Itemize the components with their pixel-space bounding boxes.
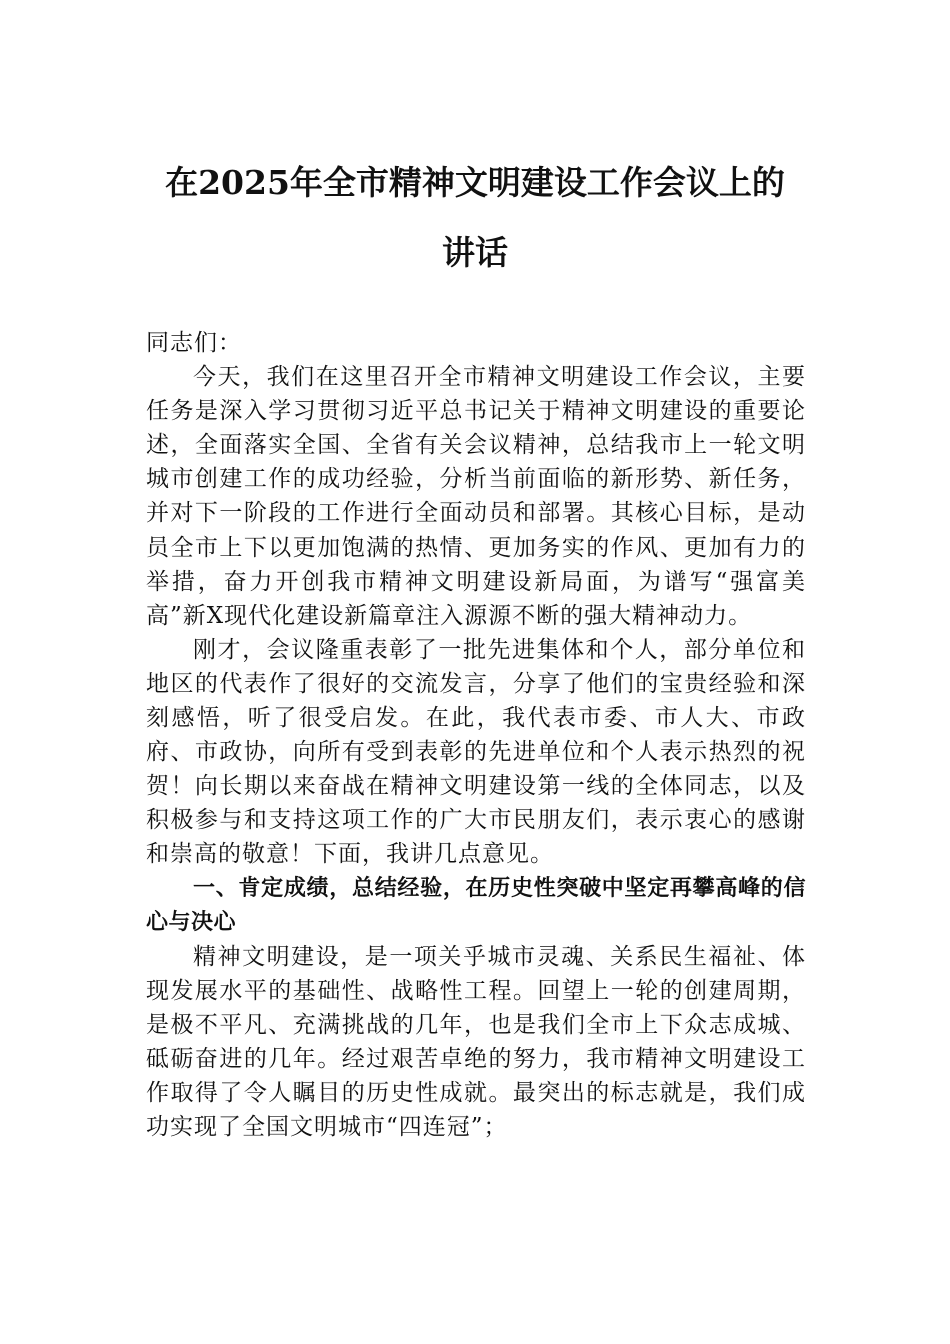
section-paragraph: 精神文明建设，是一项关乎城市灵魂、关系民生福祉、体现发展水平的基础性、战略性工程。回望上一轮的创建周期，是极不平凡、充满挑战的几年，也是我们全市上下众志成城、砥砺奋进的几年。经过艰苦卓绝的努力，我市精神文明建设工作取得了令人瞩目的历史性成就。最突出的标志就是，我们成功实现了全国文明城市“四连冠”； bbox=[146, 943, 806, 1141]
paragraph-opening: 今天，我们在这里召开全市精神文明建设工作会议，主要任务是深入学习贯彻习近平总书记关于精神文明建设的重要论述，全面落实全国、全省有关会议精神，总结我市上一轮文明城市创建工作的成功经验，分析当前面临的新形势、新任务，并对下一阶段的工作进行全面动员和部署。其核心目标，是动员全市上下以更加饱满的热情、更加务实的作风、更加有力的举措，奋力开创我市精神文明建设新局面，为谱写“强富美高”新X现代化建设新篇章注入源源不断的强大精神动力。 bbox=[146, 364, 806, 629]
paragraph-commendation: 刚才，会议隆重表彰了一批先进集体和个人，部分单位和地区的代表作了很好的交流发言，分享了他们的宝贵经验和深刻感悟，听了很受启发。在此，我代表市委、市人大、市政府、市政协，向所有受到表彰的先进单位和个人表示热烈的祝贺！向长期以来奋战在精神文明建设第一线的全体同志，以及积极参与和支持这项工作的广大市民朋友们，表示衷心的感谢和崇高的敬意！下面，我讲几点意见。 bbox=[146, 636, 806, 868]
document-title-line-1: 在2025年全市精神文明建设工作会议上的 bbox=[165, 163, 785, 202]
document-title-line-2: 讲话 bbox=[442, 233, 508, 272]
salutation: 同志们： bbox=[146, 330, 242, 356]
document-body bbox=[146, 326, 806, 1144]
section-heading: 一、肯定成绩，总结经验，在历史性突破中坚定再攀高峰的信心与决心 bbox=[146, 875, 806, 935]
